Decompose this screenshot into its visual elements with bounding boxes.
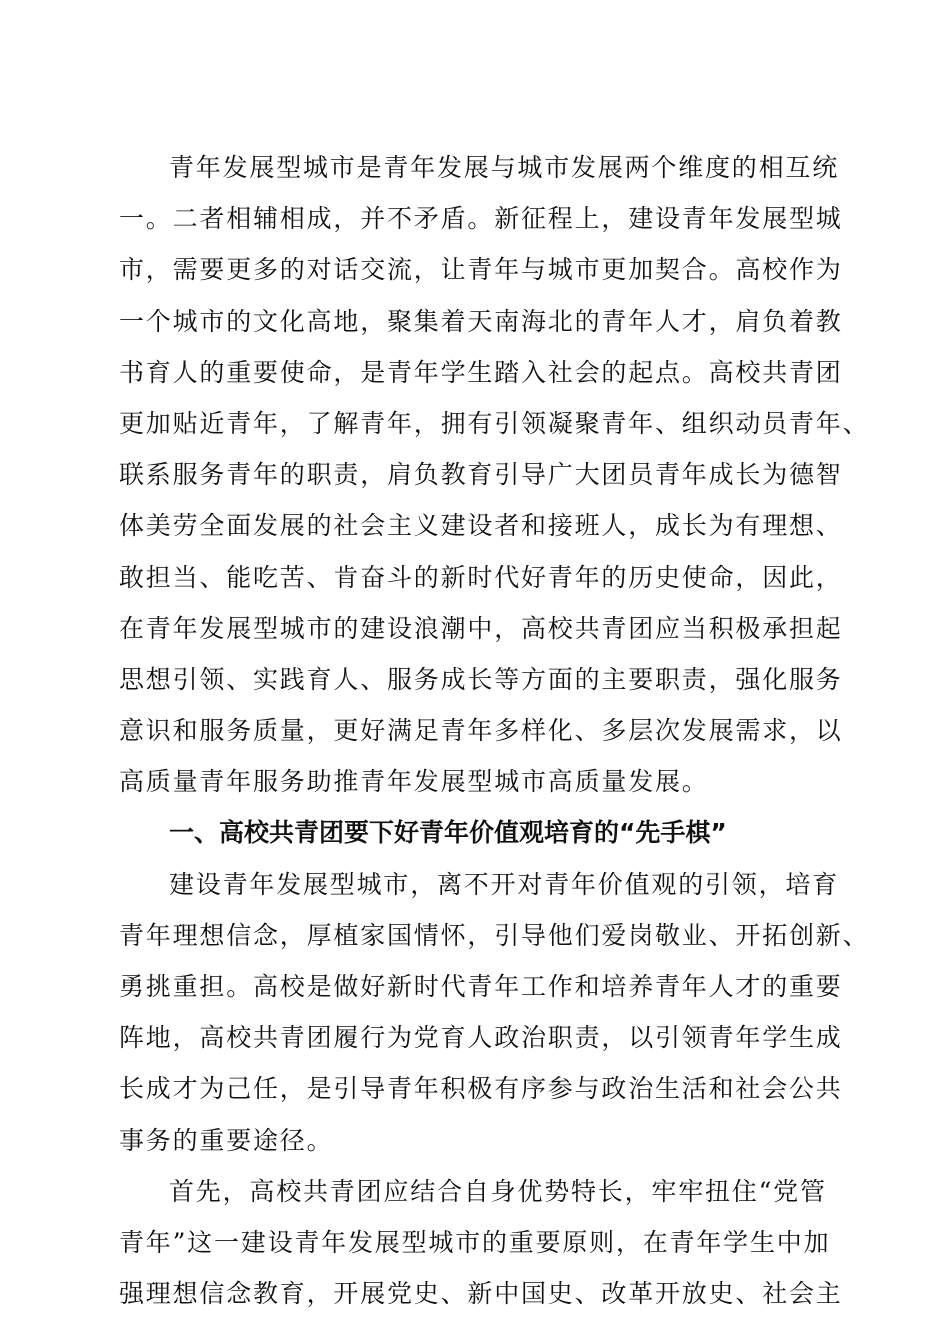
text-line: 强理想信念教育，开展党史、新中国史、改革开放史、社会主 — [119, 1279, 843, 1309]
text-line: 首先，高校共青团应结合自身优势特长，牢牢扭住“党管 — [169, 1176, 827, 1206]
text-line: 联系服务青年的职责，肩负教育引导广大团员青年成长为德智 — [119, 460, 843, 490]
text-line: 思想引领、实践育人、服务成长等方面的主要职责，强化服务 — [119, 664, 843, 694]
text-line: 青年”这一建设青年发展型城市的重要原则，在青年学生中加 — [119, 1227, 831, 1257]
text-line: 书育人的重要使命，是青年学生踏入社会的起点。高校共青团 — [119, 357, 843, 387]
text-line: 青年理想信念，厚植家国情怀，引导他们爱岗敬业、开拓创新、 — [119, 920, 870, 950]
text-line: 阵地，高校共青团履行为党育人政治职责，以引领青年学生成 — [119, 1023, 843, 1053]
text-line: 体美劳全面发展的社会主义建设者和接班人，成长为有理想、 — [119, 511, 843, 541]
section-heading — [119, 807, 831, 858]
text-line: 市，需要更多的对话交流，让青年与城市更加契合。高校作为 — [119, 255, 843, 285]
document-body — [119, 142, 870, 1319]
heading-line: 一、高校共青团要下好青年价值观培育的“先手棋” — [169, 818, 727, 848]
text-line: 勇挑重担。高校是做好新时代青年工作和培养青年人才的重要 — [119, 972, 843, 1001]
text-line: 意识和服务质量，更好满足青年多样化、多层次发展需求，以 — [119, 716, 843, 746]
text-line: 建设青年发展型城市，离不开对青年价值观的引领，培育 — [169, 869, 840, 899]
paragraph-intro — [119, 142, 870, 807]
text-line: 事务的重要途径。 — [119, 1125, 334, 1155]
text-line: 更加贴近青年，了解青年，拥有引领凝聚青年、组织动员青年、 — [119, 408, 870, 438]
text-line: 长成才为己任，是引导青年积极有序参与政治生活和社会公共 — [119, 1074, 843, 1104]
text-line: 敢担当、能吃苦、肯奋斗的新时代好青年的历史使命，因此， — [119, 562, 843, 592]
paragraph-first-point — [119, 1166, 843, 1320]
paragraph-value-guidance — [119, 859, 870, 1166]
text-line: 一个城市的文化高地，聚集着天南海北的青年人才，肩负着教 — [119, 306, 843, 336]
text-line: 青年发展型城市是青年发展与城市发展两个维度的相互统 — [169, 153, 840, 182]
text-line: 一。二者相辅相成，并不矛盾。新征程上，建设青年发展型城 — [119, 204, 843, 234]
text-line: 高质量青年服务助推青年发展型城市高质量发展。 — [119, 767, 709, 797]
text-line: 在青年发展型城市的建设浪潮中，高校共青团应当积极承担起 — [119, 613, 843, 643]
